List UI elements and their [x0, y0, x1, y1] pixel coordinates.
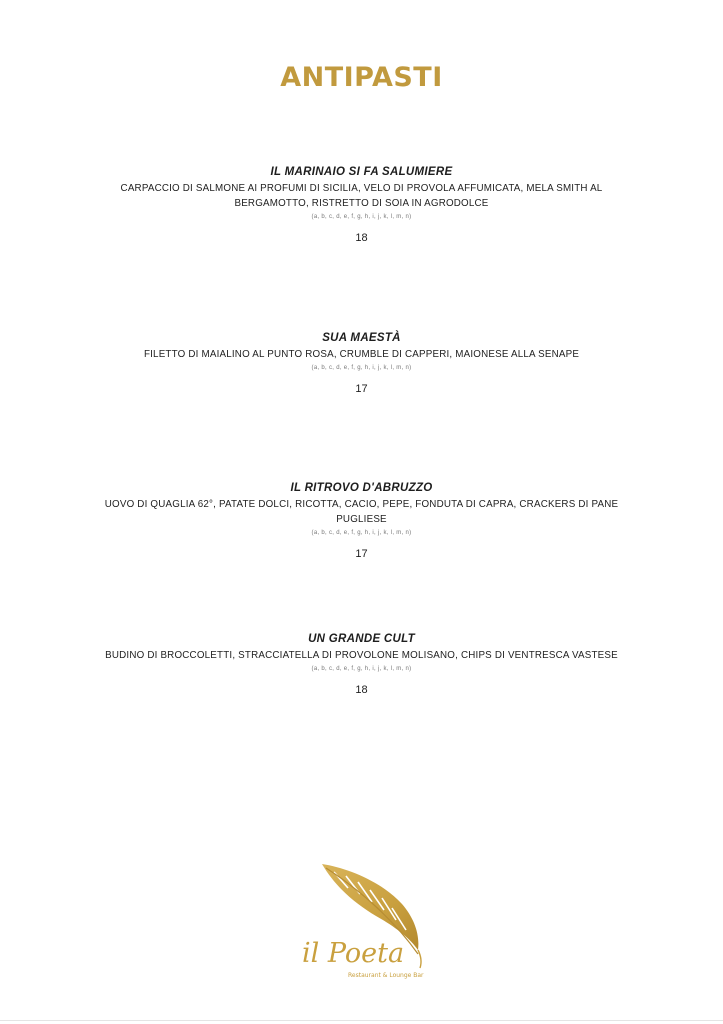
dish-price: 17: [355, 383, 368, 395]
dish-price: 18: [355, 684, 368, 696]
page-bottom-edge: [0, 1020, 723, 1021]
dish-price: 17: [355, 548, 368, 560]
dish-allergens: (a, b, c, d, e, f, g, h, i, j, k, l, m, n): [311, 666, 412, 672]
svg-text:il Poeta: il Poeta: [302, 938, 405, 969]
dish-description: FILETTO DI MAIALINO AL PUNTO ROSA, CRUMBLE DI CAPPERI, MAIONESE ALLA SENAPE: [143, 349, 580, 360]
svg-text:Restaurant & Lounge Bar: Restaurant & Lounge Bar: [348, 972, 424, 979]
dish-item: [0, 165, 723, 245]
quill-feather-icon: [290, 858, 440, 983]
page-title: ANTIPASTI: [280, 62, 443, 93]
dish-name: SUA MAESTÀ: [322, 332, 401, 344]
dish-name: IL MARINAIO SI FA SALUMIERE: [270, 166, 453, 178]
restaurant-logo: [290, 858, 440, 983]
dish-allergens: (a, b, c, d, e, f, g, h, i, j, k, l, m, n): [311, 214, 412, 220]
dish-description: CARPACCIO DI SALMONE AI PROFUMI DI SICILIA, VELO DI PROVOLA AFFUMICATA, MELA SMITH AL BERGAMOTTO, RISTRETTO DI SOIA IN AGRODOLCE: [120, 183, 603, 209]
dish-price: 18: [355, 232, 368, 244]
dish-allergens: (a, b, c, d, e, f, g, h, i, j, k, l, m, n): [311, 530, 412, 536]
dish-item: [0, 331, 723, 396]
dish-description: UOVO DI QUAGLIA 62°, PATATE DOLCI, RICOTTA, CACIO, PEPE, FONDUTA DI CAPRA, CRACKERS DI PANE PUGLIESE: [104, 499, 619, 525]
dish-name: UN GRANDE CULT: [308, 633, 415, 645]
dish-name: IL RITROVO D'ABRUZZO: [290, 482, 433, 494]
dish-description: BUDINO DI BROCCOLETTI, STRACCIATELLA DI PROVOLONE MOLISANO, CHIPS DI VENTRESCA VASTESE: [105, 650, 618, 661]
dish-allergens: (a, b, c, d, e, f, g, h, i, j, k, l, m, n): [311, 365, 412, 371]
dish-item: [0, 481, 723, 561]
dish-item: [0, 632, 723, 697]
